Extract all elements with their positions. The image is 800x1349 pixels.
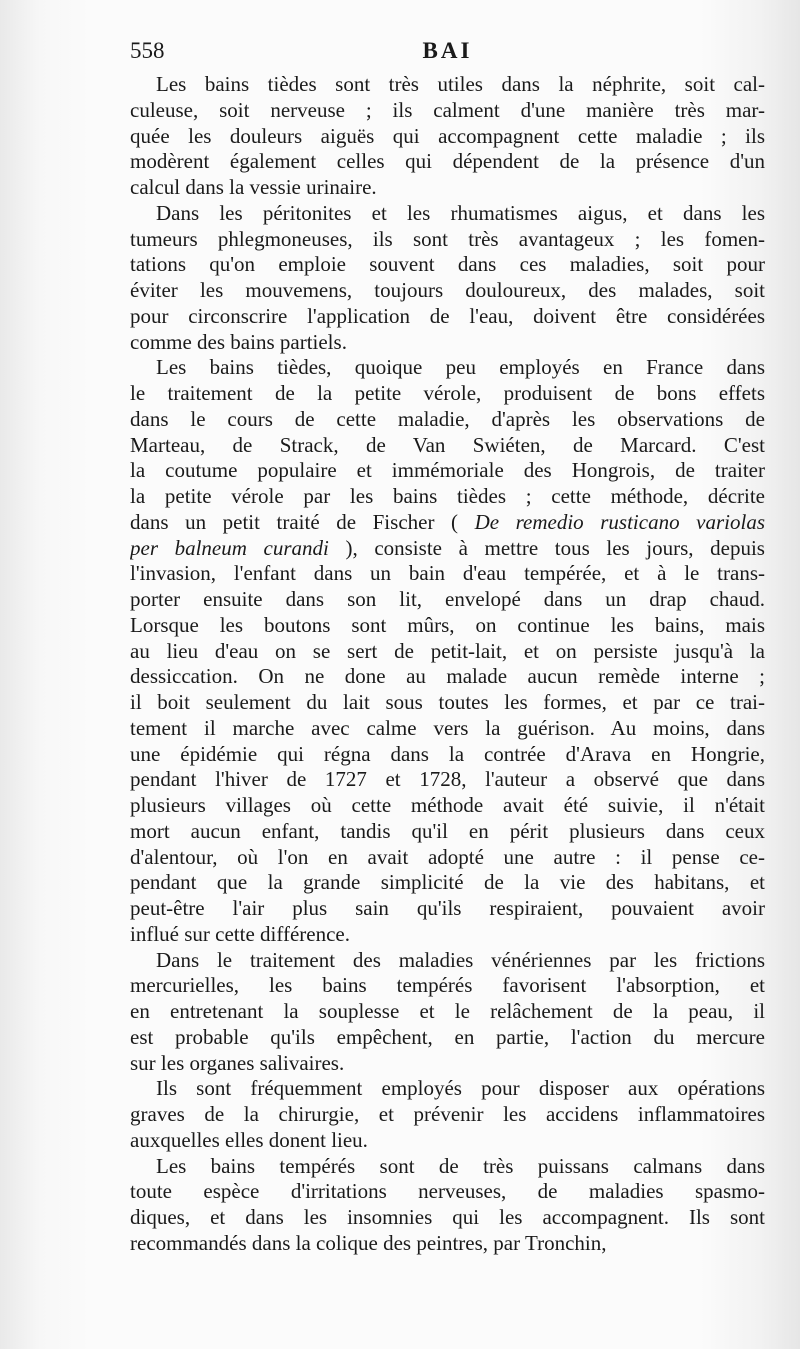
text-line: culeuse, soit nerveuse ; ils calment d'une manière très mar-	[130, 97, 765, 122]
text-line: comme des bains partiels.	[130, 329, 347, 354]
text-line: une épidémie qui régna dans la contrée d'Arava en Hongrie,	[130, 741, 765, 766]
text-line: éviter les mouvemens, toujours douloureux, des malades, soit	[130, 278, 765, 302]
text-line: l'invasion, l'enfant dans un bain d'eau tempérée, et à le trans-	[130, 561, 765, 586]
text-line: Dans les péritonites et les rhumatismes aigus, et dans les	[156, 200, 765, 225]
page-number: 558	[130, 38, 165, 63]
text-line: recommandés dans la colique des peintres, par Tronchin,	[130, 1230, 607, 1255]
text-line: Ils sont fréquemment employés pour disposer aux opérations	[156, 1076, 765, 1101]
text-line: quée les douleurs aiguës qui accompagnent cette maladie ; ils	[130, 123, 765, 148]
page-header	[130, 38, 765, 68]
text-line: la coutume populaire et immémoriale des Hongrois, de traiter	[130, 458, 765, 483]
text-line: Les bains tièdes sont très utiles dans la néphrite, soit cal-	[156, 72, 765, 96]
text-line: peut-être l'air plus sain qu'ils respiraient, pouvaient avoir	[130, 896, 765, 920]
text-line: dessiccation. On ne done au malade aucun remède interne ;	[130, 664, 765, 689]
paragraph	[130, 355, 765, 947]
paragraph	[130, 948, 765, 1077]
text-line: au lieu d'eau on se sert de petit-lait, et on persiste jusqu'à la	[130, 638, 765, 663]
text-line: dans un petit traité de Fischer ( De remedio rusticano variolas	[130, 509, 765, 534]
paragraph	[130, 1154, 765, 1257]
text-line: porter ensuite dans son lit, envelopé dans un drap chaud.	[130, 587, 765, 611]
text-line: Dans le traitement des maladies vénériennes par les frictions	[156, 947, 765, 972]
text-line: Lorsque les boutons sont mûrs, on continue les bains, mais	[130, 612, 765, 637]
text-line: tations qu'on emploie souvent dans ces maladies, soit pour	[130, 252, 765, 277]
text-line: auxquelles elles donent lieu.	[130, 1127, 368, 1152]
text-line: d'alentour, où l'on en avait adopté une autre : il pense ce-	[130, 844, 765, 869]
body-text	[130, 72, 765, 1257]
text-line: pendant l'hiver de 1727 et 1728, l'auteur a observé que dans	[130, 767, 765, 792]
text-line: Les bains tempérés sont de très puissans calmans dans	[156, 1153, 765, 1178]
text-line: il boit seulement du lait sous toutes les formes, et par ce trai-	[130, 690, 765, 714]
text-line: Les bains tièdes, quoique peu employés en France dans	[156, 355, 765, 380]
italic-title: per balneum curandi	[130, 535, 329, 560]
running-head: BAI	[422, 38, 473, 63]
text-line: plusieurs villages où cette méthode avait été suivie, il n'était	[130, 793, 765, 817]
paragraph	[130, 1076, 765, 1153]
text-line: la petite vérole par les bains tièdes ; cette méthode, décrite	[130, 484, 765, 508]
text-line: Marteau, de Strack, de Van Swiéten, de Marcard. C'est	[130, 432, 765, 457]
italic-title: De remedio rusticano variolas	[474, 509, 765, 534]
text-line: sur les organes salivaires.	[130, 1050, 345, 1075]
text-line: le traitement de la petite vérole, produisent de bons effets	[130, 381, 765, 405]
text-line: pendant que la grande simplicité de la vie des habitans, et	[130, 870, 765, 895]
text-line: toute espèce d'irritations nerveuses, de maladies spasmo-	[130, 1179, 765, 1204]
text-line: influé sur cette différence.	[130, 921, 350, 946]
text-line: est probable qu'ils empêchent, en partie, l'action du mercure	[130, 1024, 765, 1049]
paragraph	[130, 201, 765, 356]
text-line: graves de la chirurgie, et prévenir les accidens inflammatoires	[130, 1102, 765, 1126]
text-line: calcul dans la vessie urinaire.	[130, 175, 377, 199]
text-line: mort aucun enfant, tandis qu'il en périt plusieurs dans ceux	[130, 818, 765, 843]
text-line: dans le cours de cette maladie, d'après les observations de	[130, 406, 765, 431]
text-line: modèrent également celles qui dépendent de la présence d'un	[130, 149, 765, 174]
text-line: pour circonscrire l'application de l'eau, doivent être considérées	[130, 303, 765, 328]
text-line: mercurielles, les bains tempérés favorisent l'absorption, et	[130, 973, 765, 998]
text-line: tumeurs phlegmoneuses, ils sont très avantageux ; les fomen-	[130, 226, 765, 251]
text-line: per balneum curandi ), consiste à mettre tous les jours, depuis	[130, 535, 765, 560]
text-line: tement il marche avec calme vers la guérison. Au moins, dans	[130, 715, 765, 740]
text-line: diques, et dans les insomnies qui les accompagnent. Ils sont	[130, 1205, 765, 1229]
paragraph	[130, 72, 765, 201]
text-line: en entretenant la souplesse et le relâchement de la peau, il	[130, 999, 765, 1023]
